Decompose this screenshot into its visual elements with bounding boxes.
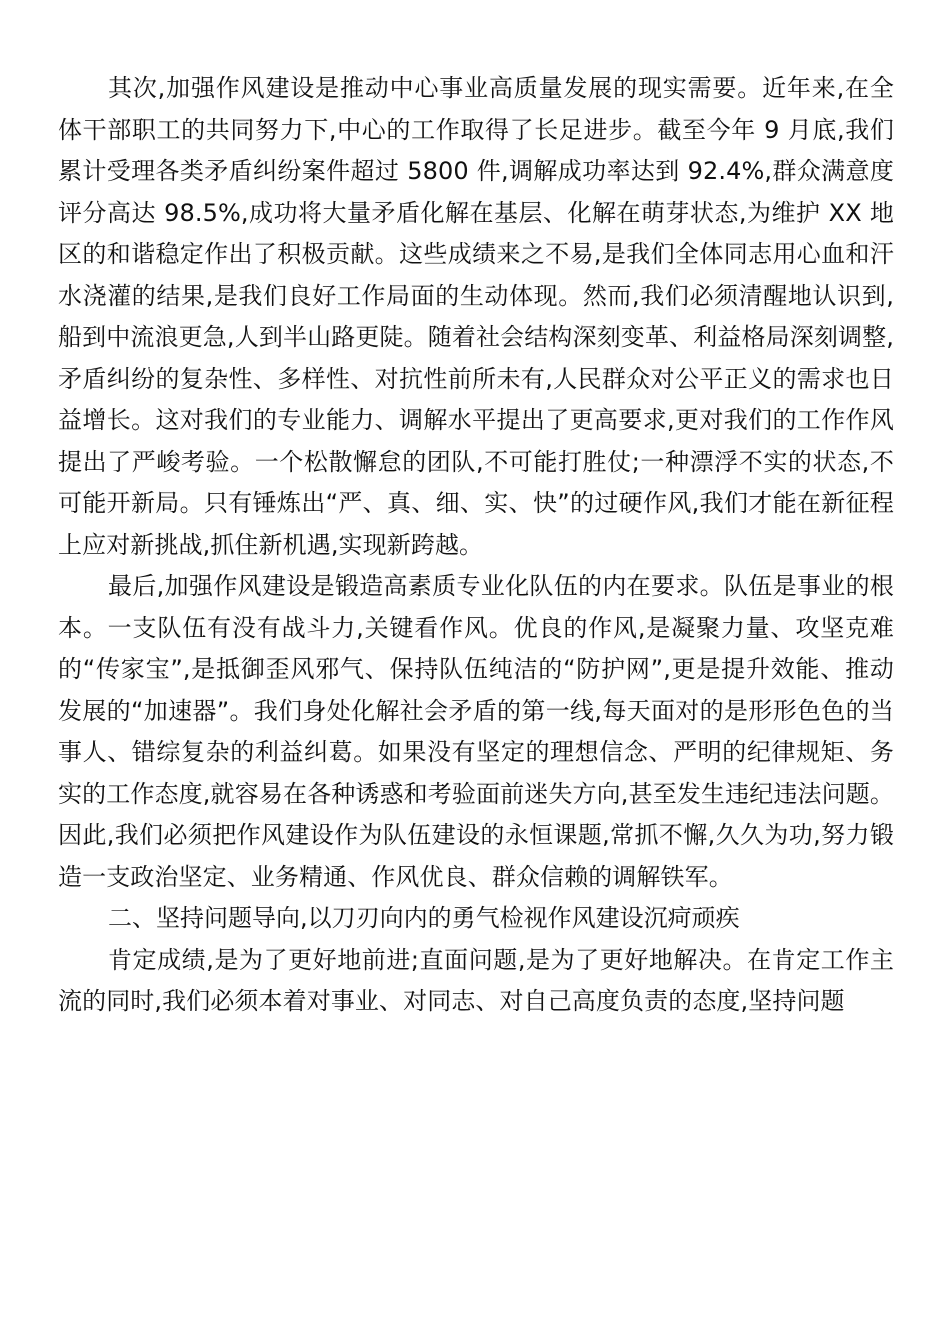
document-page — [58, 68, 894, 1023]
body-paragraph: 肯定成绩,是为了更好地前进;直面问题,是为了更好地解决。在肯定工作主流的同时,我们必须本着对事业、对同志、对自己高度负责的态度,坚持问题 — [58, 945, 894, 1015]
body-paragraph: 最后,加强作风建设是锻造高素质专业化队伍的内在要求。队伍是事业的根本。一支队伍有没有战斗力,关键看作风。优良的作风,是凝聚力量、攻坚克难的“传家宝”,是抵御歪风邪气、保持队伍纯洁的“防护网”,更是提升效能、推动发展的“加速器”。我们身处化解社会矛盾的第一线,每天面对的是形形色色的当事人、错综复杂的利益纠葛。如果没有坚定的理想信念、严明的纪律规矩、务实的工作态度,就容易在各种诱惑和考验面前迷失方向,甚至发生违纪违法问题。因此,我们必须把作风建设作为队伍建设的永恒课题,常抓不懈,久久为功,努力锻造一支政治坚定、业务精通、作风优良、群众信赖的调解铁军。 — [58, 572, 894, 891]
body-paragraph: 其次,加强作风建设是推动中心事业高质量发展的现实需要。近年来,在全体干部职工的共同努力下,中心的工作取得了长足进步。截至今年 9 月底,我们累计受理各类矛盾纠纷案件超过 5800 件,调解成功率达到 92.4%,群众满意度评分高达 98.5%,成功将大量矛盾化解在基层、化解在萌芽状态,为维护 XX 地区的和谐稳定作出了积极贡献。这些成绩来之不易,是我们全体同志用心血和汗水浇灌的结果,是我们良好工作局面的生动体现。然而,我们必须清醒地认识到,船到中流浪更急,人到半山路更陡。随着社会结构深刻变革、利益格局深刻调整,矛盾纠纷的复杂性、多样性、对抗性前所未有,人民群众对公平正义的需求也日益增长。这对我们的专业能力、调解水平提出了更高要求,更对我们的工作作风提出了严峻考验。一个松散懈怠的团队,不可能打胜仗;一种漂浮不实的状态,不可能开新局。只有锤炼出“严、真、细、实、快”的过硬作风,我们才能在新征程上应对新挑战,抓住新机遇,实现新跨越。 — [58, 74, 894, 559]
section-heading: 二、坚持问题导向,以刀刃向内的勇气检视作风建设沉疴顽疾 — [108, 904, 740, 932]
